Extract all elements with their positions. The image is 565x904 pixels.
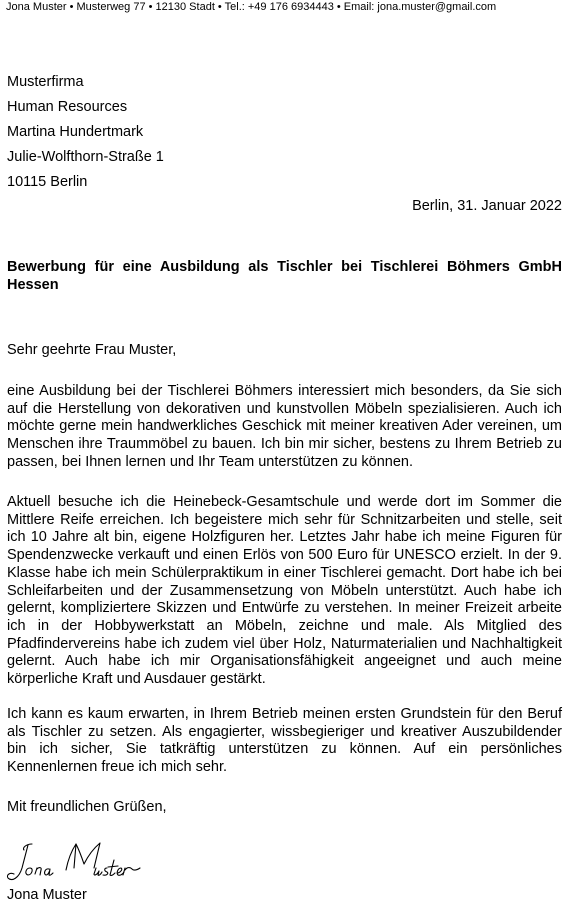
recipient-company: Musterfirma xyxy=(7,74,84,90)
recipient-contact: Martina Hundertmark xyxy=(7,124,144,140)
body-paragraph-2: Aktuell besuche ich die Heinebeck-Gesamtschule und werde dort im Sommer die Mittlere Reife erreichen. Ich begeistere mich sehr für Schnitzarbeiten und stelle, seit ich 10 Jahre alt bin, eigene Holzfiguren her. Letztes Jahr habe ich meine Figuren für Spendenzwecke verkauft und einen Erlös von 500 Euro für UNESCO erzielt. In der 9. Klasse habe ich mein Schülerpraktikum in einer Tischlerei gemacht. Dort habe ich bei Schleifarbeiten und der Zusammensetzung von Möbeln unterstützt. Auch habe ich gelernt, kompliziertere Skizzen und Entwürfe zu verstehen. In meiner Freizeit arbeite ich in der Hobbywerkstatt an Möbeln, zeichne und male. Als Mitglied des Pfadfindervereins habe ich zudem viel über Holz, Naturmaterialien und Nachhaltigkeit gelernt. Auch habe ich mir Organisationsfähigkeit angeeignet und auch meine körperliche Kraft und Ausdauer gestärkt. xyxy=(7,494,562,688)
closing-phrase: Mit freundlichen Grüßen, xyxy=(7,799,167,815)
recipient-city: 10115 Berlin xyxy=(7,174,88,190)
body-paragraph-1: eine Ausbildung bei der Tischlerei Böhmers interessiert mich besonders, da Sie sich auf die Herstellung von dekorativen und kunstvollen Möbeln spezialisieren. Auch ich möchte gerne mein handwerkliches Geschick mit meiner kreativen Ader vereinen, um Menschen ihre Traummöbel zu bauen. Ich bin mir sicher, bestens zu Ihrem Betrieb zu passen, bei Ihnen lernen und Ihr Team unterstützen zu können. xyxy=(7,383,562,470)
sender-name: Jona Muster xyxy=(7,887,87,903)
recipient-department: Human Resources xyxy=(7,99,128,115)
letter-subject: Bewerbung für eine Ausbildung als Tischler bei Tischlerei Böhmers GmbH Hessen xyxy=(7,259,562,293)
salutation: Sehr geehrte Frau Muster, xyxy=(7,342,177,358)
recipient-street: Julie-Wolfthorn-Straße 1 xyxy=(7,149,164,165)
handwritten-signature xyxy=(4,838,144,884)
letter-date: Berlin, 31. Januar 2022 xyxy=(412,198,562,214)
sender-address-line: Jona Muster • Musterweg 77 • 12130 Stadt • Tel.: +49 176 6934443 • Email: jona.muster@gmail.com xyxy=(6,1,497,13)
recipient-address xyxy=(7,70,164,195)
body-paragraph-3: Ich kann es kaum erwarten, in Ihrem Betrieb meinen ersten Grundstein für den Beruf als Tischler zu setzen. Als engagierter, wissbegieriger und kreativer Auszubildender bin ich sicher, Sie tatkräftig unterstützen zu können. Auf ein persönliches Kennenlernen freue ich mich sehr. xyxy=(7,706,562,776)
